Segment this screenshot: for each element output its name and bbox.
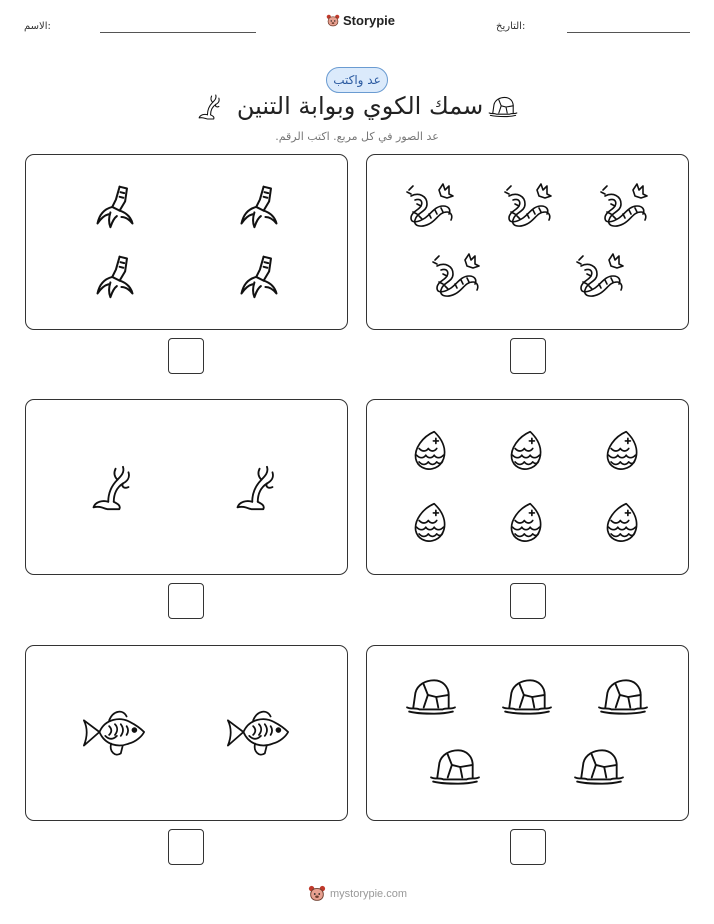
koi-fish-icon (224, 702, 292, 762)
exercise-box-antlers (25, 399, 348, 575)
dragon-scale-egg-icon (505, 426, 547, 476)
rock-icon (405, 676, 457, 718)
brand-name: Storypie (343, 13, 396, 28)
rock-icon (429, 746, 481, 788)
page-title: سمك الكوي وبوابة التنين (236, 92, 484, 120)
exercise-box-fish (25, 645, 348, 821)
answer-box[interactable] (510, 338, 546, 374)
answer-box[interactable] (168, 829, 204, 865)
claw-icon (236, 181, 282, 231)
dragon-scale-egg-icon (505, 498, 547, 548)
claw-icon (236, 251, 282, 301)
dragon-scale-egg-icon (601, 498, 643, 548)
rock-icon (597, 676, 649, 718)
bear-icon (308, 885, 326, 903)
answer-box[interactable] (168, 583, 204, 619)
instructions: عد الصور في كل مربع. اكتب الرقم. (275, 130, 439, 143)
antler-icon (232, 456, 278, 520)
footer-url[interactable]: mystorypie.com (330, 888, 408, 900)
exercise-box-dragons (366, 154, 689, 330)
claw-icon (92, 181, 138, 231)
activity-badge: عد واكتب (326, 67, 388, 93)
dragon-scale-egg-icon (409, 426, 451, 476)
claw-icon (92, 251, 138, 301)
name-line[interactable] (100, 32, 256, 33)
brand-logo (326, 13, 395, 28)
koi-fish-icon (80, 702, 148, 762)
bear-icon (326, 14, 340, 28)
dragon-scale-egg-icon (409, 498, 451, 548)
name-label: الاسم: (24, 21, 51, 32)
rock-icon (488, 95, 518, 119)
answer-box[interactable] (510, 829, 546, 865)
footer (308, 885, 407, 903)
dragon-icon (599, 181, 649, 233)
answer-box[interactable] (510, 583, 546, 619)
rock-icon (573, 746, 625, 788)
exercise-box-rocks (366, 645, 689, 821)
dragon-icon (575, 251, 625, 303)
date-label: التاريخ: (496, 21, 526, 32)
answer-box[interactable] (168, 338, 204, 374)
date-line[interactable] (567, 32, 690, 33)
dragon-icon (503, 181, 553, 233)
exercise-box-claws (25, 154, 348, 330)
dragon-icon (405, 181, 455, 233)
dragon-icon (431, 251, 481, 303)
antler-icon (88, 456, 134, 520)
dragon-scale-egg-icon (601, 426, 643, 476)
exercise-box-eggs (366, 399, 689, 575)
rock-icon (501, 676, 553, 718)
